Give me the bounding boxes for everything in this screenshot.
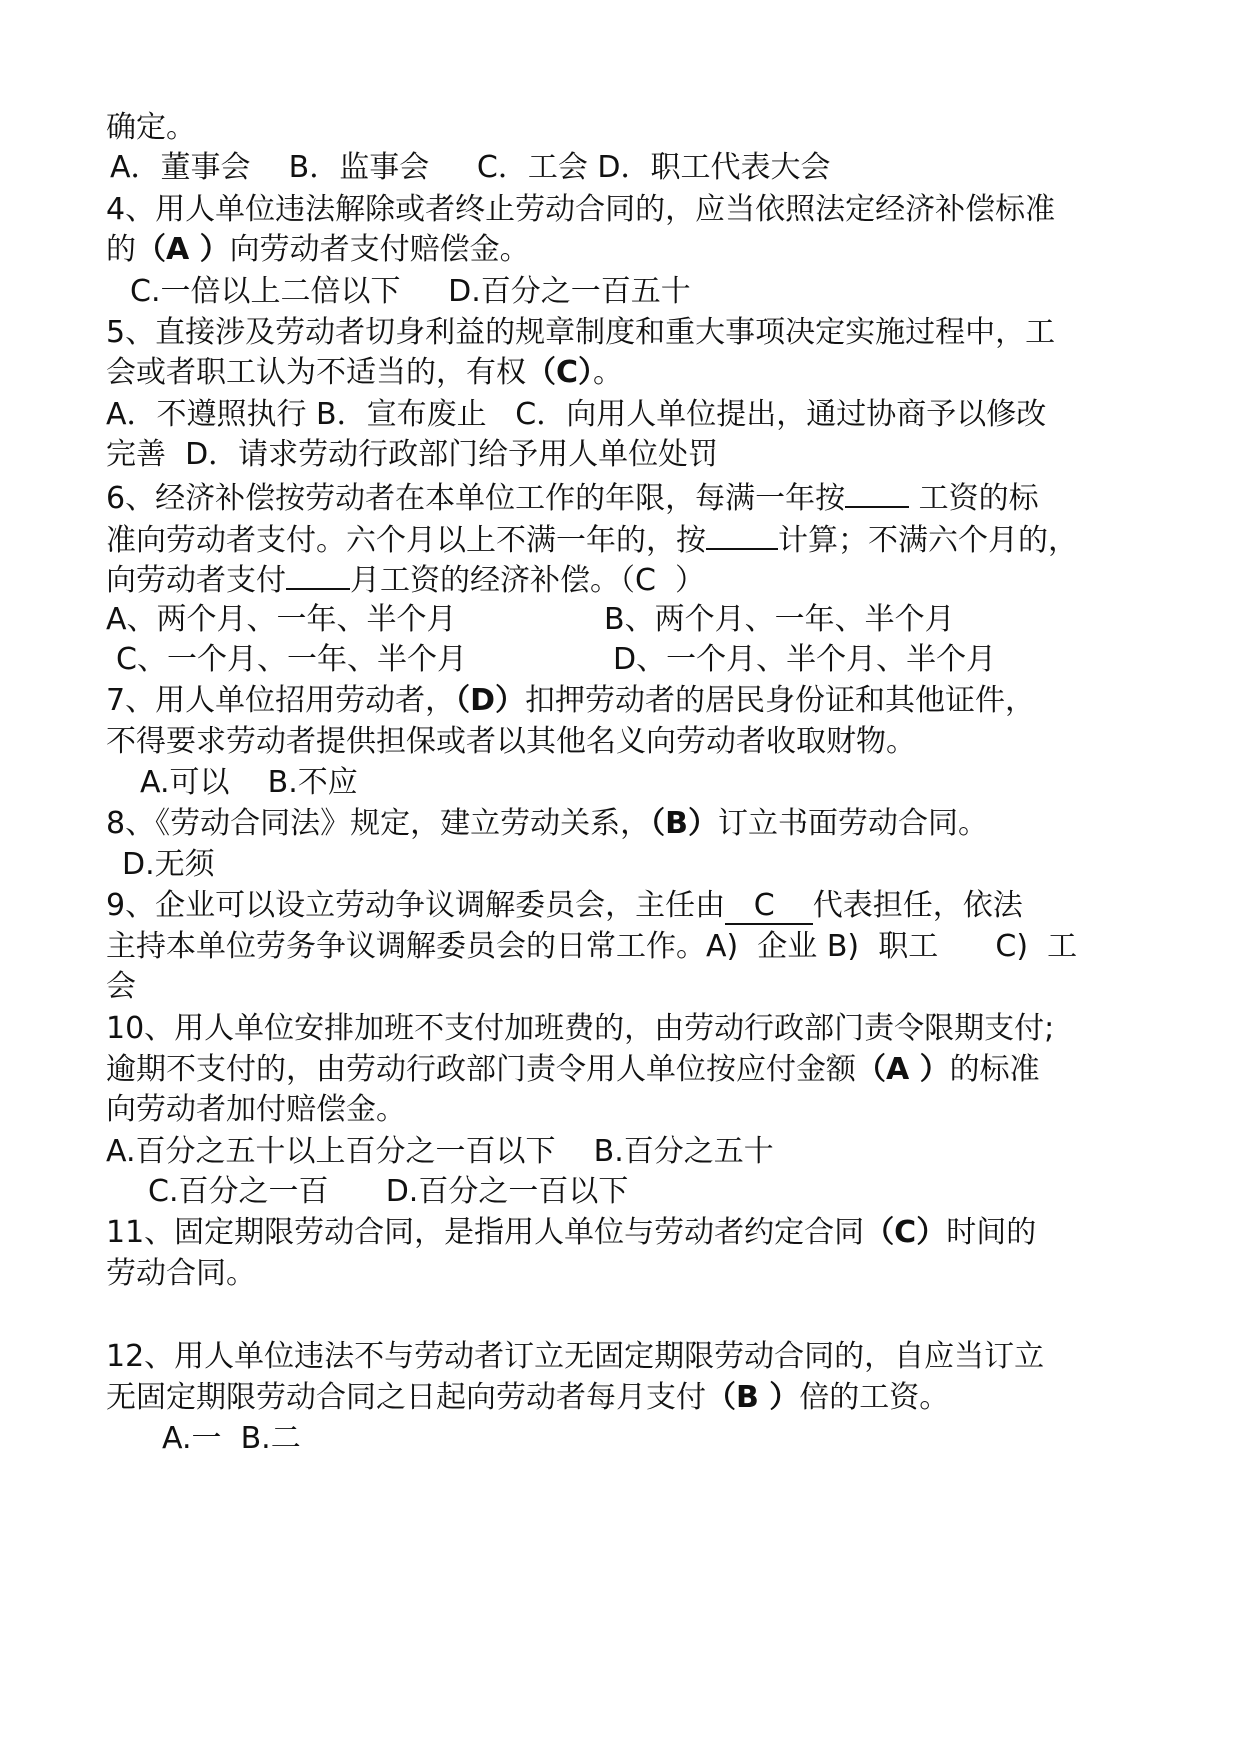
q4-answer: （A ） <box>136 232 230 267</box>
q6-stem-line3: 向劳动者支付 月工资的经济补偿。（C ） <box>106 558 705 598</box>
q10-answer: （A ） <box>856 1052 950 1087</box>
q6-blank-2 <box>706 518 778 550</box>
q11-stem-line2: 劳动合同。 <box>106 1256 256 1291</box>
q3-stem-end: 确定。 <box>106 110 196 145</box>
q9-stem-line1: 9、企业可以设立劳动争议调解委员会，主任由 C 代表担任，依法 <box>106 888 1023 923</box>
q12-stem-line2: 无固定期限劳动合同之日起向劳动者每月支付（B ）倍的工资。 <box>106 1380 950 1415</box>
q9-answer-blank: C <box>725 888 813 923</box>
q11-answer: （C） <box>864 1215 947 1250</box>
q4-stem-line2: 的（A ）向劳动者支付赔偿金。 <box>106 232 530 267</box>
q12-options: A.一 B.二 <box>162 1421 301 1456</box>
q8-answer: （B） <box>650 806 718 841</box>
q10-options-line2: C.百分之一百 D.百分之一百以下 <box>148 1174 629 1209</box>
q5-stem-line1: 5、直接涉及劳动者切身利益的规章制度和重大事项决定实施过程中，工 <box>106 315 1056 350</box>
q6-blank-3 <box>286 558 350 590</box>
q6-option-c: C、一个月、一年、半个月 <box>116 642 467 677</box>
q4-stem-line1: 4、用人单位违法解除或者终止劳动合同的，应当依照法定经济补偿标准 <box>106 192 1056 227</box>
q7-options: A.可以 B.不应 <box>140 765 358 800</box>
q7-stem-line2: 不得要求劳动者提供担保或者以其他名义向劳动者收取财物。 <box>106 724 916 759</box>
q6-option-d: D、一个月、半个月、半个月 <box>613 642 997 677</box>
q3-options: A．董事会 B．监事会 C．工会 D．职工代表大会 <box>110 150 831 185</box>
q9-stem-line2: 主持本单位劳务争议调解委员会的日常工作。A) 企业 B) 职工 C) 工 <box>106 929 1078 964</box>
q5-options-line1: A．不遵照执行 B．宣布废止 C．向用人单位提出，通过协商予以修改 <box>106 397 1047 432</box>
q11-stem-line1: 11、固定期限劳动合同，是指用人单位与劳动者约定合同（C）时间的 <box>106 1215 1037 1250</box>
q12-answer: （B ） <box>706 1380 800 1415</box>
q4-options: C.一倍以上二倍以下 D.百分之一百五十 <box>130 274 691 309</box>
q7-stem-line1: 7、用人单位招用劳动者，（D）扣押劳动者的居民身份证和其他证件， <box>106 683 1035 718</box>
q10-stem-line1: 10、用人单位安排加班不支付加班费的，由劳动行政部门责令限期支付; <box>106 1011 1055 1046</box>
q8-stem: 8、《劳动合同法》规定，建立劳动关系，（B）订立书面劳动合同。 <box>106 806 988 841</box>
q5-options-line2: 完善 D．请求劳动行政部门给予用人单位处罚 <box>106 437 719 472</box>
q10-stem-line2: 逾期不支付的，由劳动行政部门责令用人单位按应付金额（A ）的标准 <box>106 1052 1040 1087</box>
q6-stem-line1: 6、经济补偿按劳动者在本单位工作的年限，每满一年按 工资的标 <box>106 476 1039 516</box>
q9-stem-line3: 会 <box>106 969 136 1004</box>
q10-options-line1: A.百分之五十以上百分之一百以下 B.百分之五十 <box>106 1134 774 1169</box>
q12-stem-line1: 12、用人单位违法不与劳动者订立无固定期限劳动合同的，自应当订立 <box>106 1339 1045 1374</box>
q6-options-line1: A、两个月、一年、半个月 <box>106 602 457 637</box>
q8-options: D.无须 <box>122 847 215 882</box>
q5-stem-line2: 会或者职工认为不适当的，有权（C）。 <box>106 355 624 390</box>
q6-option-b: B、两个月、一年、半个月 <box>604 602 955 637</box>
q5-answer: （C） <box>526 355 594 390</box>
q10-stem-line3: 向劳动者加付赔偿金。 <box>106 1092 406 1127</box>
q6-stem-line2: 准向劳动者支付。六个月以上不满一年的，按 计算；不满六个月的， <box>106 518 1078 558</box>
q7-answer: （D） <box>455 683 525 718</box>
q6-blank-1 <box>845 476 909 508</box>
